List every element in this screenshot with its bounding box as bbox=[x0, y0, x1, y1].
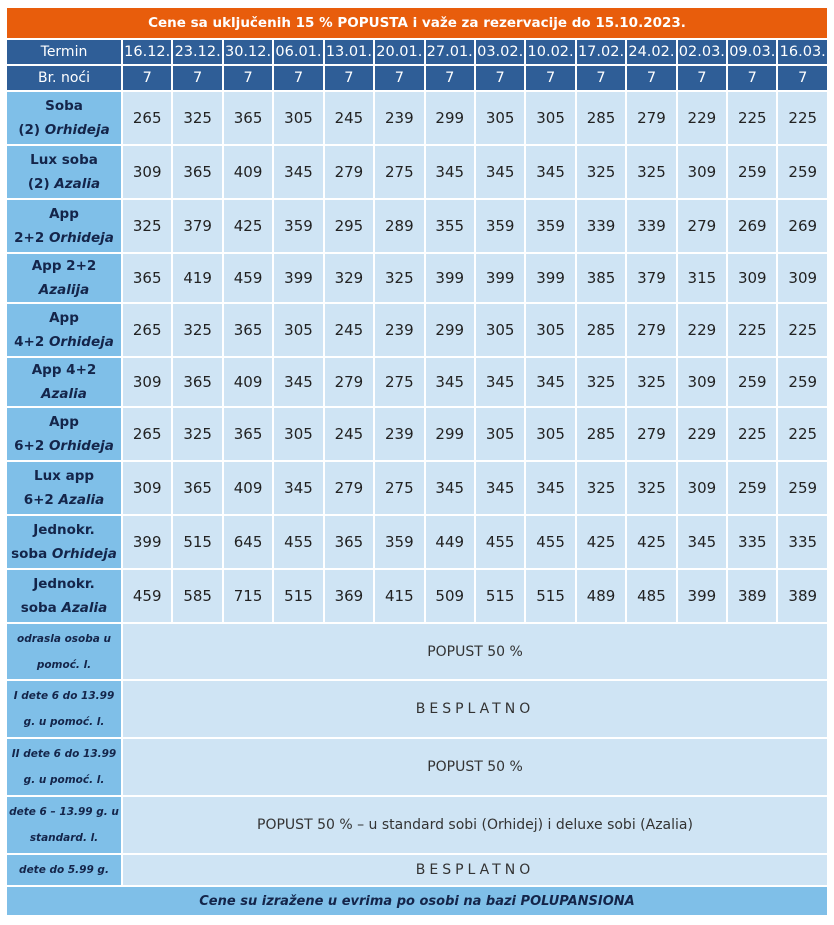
price-cell: 299 bbox=[426, 92, 474, 144]
hotel-name: Azalia bbox=[58, 492, 105, 508]
price-cell: 409 bbox=[224, 462, 272, 514]
price-cell: 409 bbox=[224, 146, 272, 198]
price-row bbox=[7, 462, 827, 514]
room-type-label bbox=[7, 254, 121, 302]
room-type-line2: App 4+2 bbox=[31, 362, 97, 378]
date-header: 09.03. bbox=[728, 40, 776, 64]
price-cell: 419 bbox=[173, 254, 221, 302]
price-cell: 425 bbox=[577, 516, 625, 568]
price-cell: 229 bbox=[678, 92, 726, 144]
date-header: 06.01. bbox=[274, 40, 322, 64]
price-cell: 459 bbox=[224, 254, 272, 302]
price-cell: 325 bbox=[577, 146, 625, 198]
hotel-name: Orhideja bbox=[48, 438, 114, 454]
nights-label: Br. noći bbox=[7, 66, 121, 90]
room-type-line2: 2+2 bbox=[14, 230, 49, 246]
date-header: 20.01. bbox=[375, 40, 423, 64]
price-cell: 345 bbox=[426, 146, 474, 198]
nights-value: 7 bbox=[173, 66, 221, 90]
price-row bbox=[7, 254, 827, 302]
date-header: 02.03. bbox=[678, 40, 726, 64]
price-cell: 385 bbox=[577, 254, 625, 302]
nights-header-row bbox=[7, 66, 827, 90]
price-cell: 345 bbox=[476, 358, 524, 406]
discount-row bbox=[7, 739, 827, 795]
price-cell: 365 bbox=[173, 146, 221, 198]
room-type-label bbox=[7, 200, 121, 252]
price-cell: 509 bbox=[426, 570, 474, 622]
price-cell: 325 bbox=[173, 304, 221, 356]
discount-value: BESPLATNO bbox=[123, 681, 827, 737]
nights-value: 7 bbox=[678, 66, 726, 90]
room-type-line2: 4+2 bbox=[14, 334, 49, 350]
hotel-name: Azalia bbox=[54, 176, 101, 192]
room-type-label bbox=[7, 304, 121, 356]
date-header: 03.02. bbox=[476, 40, 524, 64]
room-type-label bbox=[7, 516, 121, 568]
date-header: 16.12. bbox=[123, 40, 171, 64]
price-cell: 359 bbox=[526, 200, 574, 252]
price-cell: 289 bbox=[375, 200, 423, 252]
price-cell: 455 bbox=[526, 516, 574, 568]
price-cell: 309 bbox=[678, 462, 726, 514]
price-cell: 285 bbox=[577, 304, 625, 356]
room-type-label bbox=[7, 462, 121, 514]
price-cell: 245 bbox=[325, 408, 373, 460]
room-type-line1: Lux app bbox=[33, 468, 95, 484]
price-cell: 485 bbox=[627, 570, 675, 622]
price-cell: 515 bbox=[476, 570, 524, 622]
price-cell: 305 bbox=[526, 408, 574, 460]
price-cell: 239 bbox=[375, 304, 423, 356]
price-cell: 449 bbox=[426, 516, 474, 568]
price-row bbox=[7, 408, 827, 460]
price-cell: 305 bbox=[274, 92, 322, 144]
price-cell: 259 bbox=[778, 358, 827, 406]
price-row bbox=[7, 358, 827, 406]
price-cell: 399 bbox=[123, 516, 171, 568]
price-cell: 225 bbox=[778, 304, 827, 356]
price-cell: 305 bbox=[526, 92, 574, 144]
price-cell: 359 bbox=[274, 200, 322, 252]
price-cell: 279 bbox=[627, 304, 675, 356]
price-cell: 325 bbox=[577, 462, 625, 514]
date-header: 27.01. bbox=[426, 40, 474, 64]
room-type-label bbox=[7, 146, 121, 198]
price-cell: 425 bbox=[627, 516, 675, 568]
discount-rows bbox=[7, 624, 827, 885]
price-cell: 305 bbox=[476, 408, 524, 460]
nights-value: 7 bbox=[728, 66, 776, 90]
price-cell: 345 bbox=[426, 358, 474, 406]
room-type-line2: soba bbox=[20, 600, 62, 616]
price-cell: 309 bbox=[678, 358, 726, 406]
price-row bbox=[7, 146, 827, 198]
termin-label: Termin bbox=[7, 40, 121, 64]
date-header: 23.12. bbox=[173, 40, 221, 64]
hotel-name: Orhideja bbox=[48, 230, 114, 246]
hotel-name: Azalija bbox=[38, 282, 90, 298]
price-cell: 325 bbox=[375, 254, 423, 302]
price-cell: 345 bbox=[526, 462, 574, 514]
price-cell: 299 bbox=[426, 408, 474, 460]
price-cell: 345 bbox=[426, 462, 474, 514]
room-type-line1: App bbox=[49, 206, 79, 222]
price-cell: 229 bbox=[678, 304, 726, 356]
room-type-label bbox=[7, 408, 121, 460]
discount-value: POPUST 50 % bbox=[123, 739, 827, 795]
price-cell: 295 bbox=[325, 200, 373, 252]
nights-value: 7 bbox=[526, 66, 574, 90]
price-cell: 275 bbox=[375, 358, 423, 406]
room-type-label bbox=[7, 570, 121, 622]
footer-note: Cene su izražene u evrima po osobi na bazi POLUPANSIONA bbox=[7, 887, 827, 915]
price-cell: 515 bbox=[526, 570, 574, 622]
price-cell: 259 bbox=[778, 146, 827, 198]
price-cell: 365 bbox=[123, 254, 171, 302]
price-cell: 459 bbox=[123, 570, 171, 622]
price-cell: 309 bbox=[728, 254, 776, 302]
price-cell: 399 bbox=[678, 570, 726, 622]
price-cell: 645 bbox=[224, 516, 272, 568]
nights-value: 7 bbox=[274, 66, 322, 90]
price-cell: 345 bbox=[274, 358, 322, 406]
price-cell: 389 bbox=[728, 570, 776, 622]
price-cell: 715 bbox=[224, 570, 272, 622]
price-cell: 245 bbox=[325, 304, 373, 356]
price-cell: 305 bbox=[476, 92, 524, 144]
price-cell: 259 bbox=[728, 462, 776, 514]
price-cell: 309 bbox=[778, 254, 827, 302]
nights-value: 7 bbox=[778, 66, 827, 90]
price-cell: 325 bbox=[173, 92, 221, 144]
price-cell: 245 bbox=[325, 92, 373, 144]
price-cell: 359 bbox=[476, 200, 524, 252]
nights-value: 7 bbox=[375, 66, 423, 90]
nights-value: 7 bbox=[627, 66, 675, 90]
price-cell: 305 bbox=[274, 304, 322, 356]
hotel-name: Orhideja bbox=[44, 122, 110, 138]
room-type-line1: Jednokr. bbox=[33, 522, 95, 538]
price-cell: 325 bbox=[123, 200, 171, 252]
price-cell: 279 bbox=[627, 92, 675, 144]
price-cell: 239 bbox=[375, 408, 423, 460]
price-cell: 259 bbox=[728, 146, 776, 198]
room-type-line2: (2) bbox=[27, 176, 55, 192]
hotel-name: Azalia bbox=[61, 600, 108, 616]
price-cell: 225 bbox=[778, 92, 827, 144]
price-cell: 365 bbox=[224, 408, 272, 460]
price-cell: 339 bbox=[627, 200, 675, 252]
room-type-line1: App bbox=[49, 310, 79, 326]
discount-value: BESPLATNO bbox=[123, 855, 827, 885]
guest-category-label: odrasla osoba u pomoć. l. bbox=[7, 624, 121, 679]
price-cell: 365 bbox=[224, 92, 272, 144]
discount-row bbox=[7, 797, 827, 853]
guest-category-label: I dete 6 do 13.99 g. u pomoć. l. bbox=[7, 681, 121, 737]
price-cell: 269 bbox=[778, 200, 827, 252]
price-cell: 489 bbox=[577, 570, 625, 622]
price-cell: 369 bbox=[325, 570, 373, 622]
room-type-label bbox=[7, 358, 121, 406]
price-cell: 585 bbox=[173, 570, 221, 622]
price-cell: 225 bbox=[728, 304, 776, 356]
dates-header-row bbox=[7, 40, 827, 64]
room-type-line1: Lux soba bbox=[30, 152, 98, 168]
guest-category-label: dete do 5.99 g. bbox=[7, 855, 121, 885]
price-cell: 279 bbox=[678, 200, 726, 252]
price-cell: 345 bbox=[476, 462, 524, 514]
price-cell: 399 bbox=[526, 254, 574, 302]
room-type-line1: App bbox=[49, 414, 79, 430]
room-type-line1: Jednokr. bbox=[33, 576, 95, 592]
price-cell: 259 bbox=[728, 358, 776, 406]
hotel-name: Azalia bbox=[41, 386, 87, 402]
room-type-line2: 6+2 bbox=[23, 492, 59, 508]
discount-row bbox=[7, 681, 827, 737]
price-cell: 225 bbox=[728, 408, 776, 460]
price-cell: 379 bbox=[627, 254, 675, 302]
price-cell: 309 bbox=[123, 146, 171, 198]
hotel-name: Orhideja bbox=[48, 334, 114, 350]
price-cell: 265 bbox=[123, 304, 171, 356]
price-cell: 265 bbox=[123, 408, 171, 460]
price-cell: 365 bbox=[173, 462, 221, 514]
discount-row bbox=[7, 624, 827, 679]
price-cell: 399 bbox=[274, 254, 322, 302]
discount-row bbox=[7, 855, 827, 885]
nights-value: 7 bbox=[577, 66, 625, 90]
price-cell: 345 bbox=[526, 146, 574, 198]
price-cell: 415 bbox=[375, 570, 423, 622]
price-cell: 309 bbox=[678, 146, 726, 198]
price-cell: 229 bbox=[678, 408, 726, 460]
date-header: 30.12. bbox=[224, 40, 272, 64]
promo-banner: Cene sa uključenih 15 % POPUSTA i važe za rezervacije do 15.10.2023. bbox=[7, 8, 827, 38]
price-cell: 325 bbox=[627, 462, 675, 514]
price-cell: 225 bbox=[778, 408, 827, 460]
price-row bbox=[7, 570, 827, 622]
price-cell: 305 bbox=[526, 304, 574, 356]
price-cell: 239 bbox=[375, 92, 423, 144]
price-cell: 315 bbox=[678, 254, 726, 302]
price-cell: 325 bbox=[627, 146, 675, 198]
price-cell: 409 bbox=[224, 358, 272, 406]
room-type-line2: (2) bbox=[18, 122, 45, 138]
price-cell: 305 bbox=[274, 408, 322, 460]
nights-value: 7 bbox=[426, 66, 474, 90]
price-row bbox=[7, 516, 827, 568]
price-cell: 259 bbox=[778, 462, 827, 514]
price-cell: 399 bbox=[476, 254, 524, 302]
price-cell: 399 bbox=[426, 254, 474, 302]
price-cell: 389 bbox=[778, 570, 827, 622]
price-cell: 269 bbox=[728, 200, 776, 252]
date-header: 16.03. bbox=[778, 40, 827, 64]
price-cell: 309 bbox=[123, 358, 171, 406]
price-cell: 515 bbox=[173, 516, 221, 568]
price-cell: 345 bbox=[476, 146, 524, 198]
price-cell: 425 bbox=[224, 200, 272, 252]
date-header: 17.02. bbox=[577, 40, 625, 64]
price-cell: 225 bbox=[728, 92, 776, 144]
price-cell: 325 bbox=[627, 358, 675, 406]
price-cell: 359 bbox=[375, 516, 423, 568]
price-cell: 309 bbox=[123, 462, 171, 514]
price-cell: 365 bbox=[325, 516, 373, 568]
price-cell: 285 bbox=[577, 92, 625, 144]
price-cell: 335 bbox=[778, 516, 827, 568]
price-cell: 455 bbox=[476, 516, 524, 568]
price-cell: 345 bbox=[274, 146, 322, 198]
price-cell: 279 bbox=[627, 408, 675, 460]
price-cell: 345 bbox=[526, 358, 574, 406]
price-cell: 279 bbox=[325, 146, 373, 198]
price-cell: 275 bbox=[375, 462, 423, 514]
price-cell: 305 bbox=[476, 304, 524, 356]
price-cell: 329 bbox=[325, 254, 373, 302]
discount-value: POPUST 50 % bbox=[123, 624, 827, 679]
room-type-line2: App 2+2 bbox=[31, 258, 97, 274]
price-cell: 325 bbox=[173, 408, 221, 460]
price-cell: 365 bbox=[224, 304, 272, 356]
room-type-label bbox=[7, 92, 121, 144]
price-cell: 265 bbox=[123, 92, 171, 144]
price-cell: 279 bbox=[325, 358, 373, 406]
nights-value: 7 bbox=[325, 66, 373, 90]
price-cell: 379 bbox=[173, 200, 221, 252]
date-header: 24.02. bbox=[627, 40, 675, 64]
guest-category-label: dete 6 – 13.99 g. u standard. l. bbox=[7, 797, 121, 853]
price-cell: 335 bbox=[728, 516, 776, 568]
price-row bbox=[7, 92, 827, 144]
price-cell: 455 bbox=[274, 516, 322, 568]
date-header: 13.01. bbox=[325, 40, 373, 64]
price-cell: 285 bbox=[577, 408, 625, 460]
price-rows bbox=[7, 92, 827, 622]
nights-value: 7 bbox=[123, 66, 171, 90]
price-cell: 355 bbox=[426, 200, 474, 252]
room-type-line2: soba bbox=[11, 546, 52, 562]
price-cell: 339 bbox=[577, 200, 625, 252]
hotel-name: Orhideja bbox=[51, 546, 117, 562]
price-cell: 365 bbox=[173, 358, 221, 406]
price-cell: 325 bbox=[577, 358, 625, 406]
nights-value: 7 bbox=[476, 66, 524, 90]
price-cell: 345 bbox=[678, 516, 726, 568]
price-row bbox=[7, 200, 827, 252]
date-header: 10.02. bbox=[526, 40, 574, 64]
discount-value: POPUST 50 % – u standard sobi (Orhidej) i deluxe sobi (Azalia) bbox=[123, 797, 827, 853]
price-cell: 299 bbox=[426, 304, 474, 356]
nights-value: 7 bbox=[224, 66, 272, 90]
room-type-line2: 6+2 bbox=[14, 438, 49, 454]
price-cell: 279 bbox=[325, 462, 373, 514]
price-row bbox=[7, 304, 827, 356]
price-cell: 275 bbox=[375, 146, 423, 198]
price-cell: 345 bbox=[274, 462, 322, 514]
guest-category-label: II dete 6 do 13.99 g. u pomoć. l. bbox=[7, 739, 121, 795]
price-table bbox=[5, 6, 829, 917]
price-cell: 515 bbox=[274, 570, 322, 622]
room-type-line1: Soba bbox=[45, 98, 83, 114]
